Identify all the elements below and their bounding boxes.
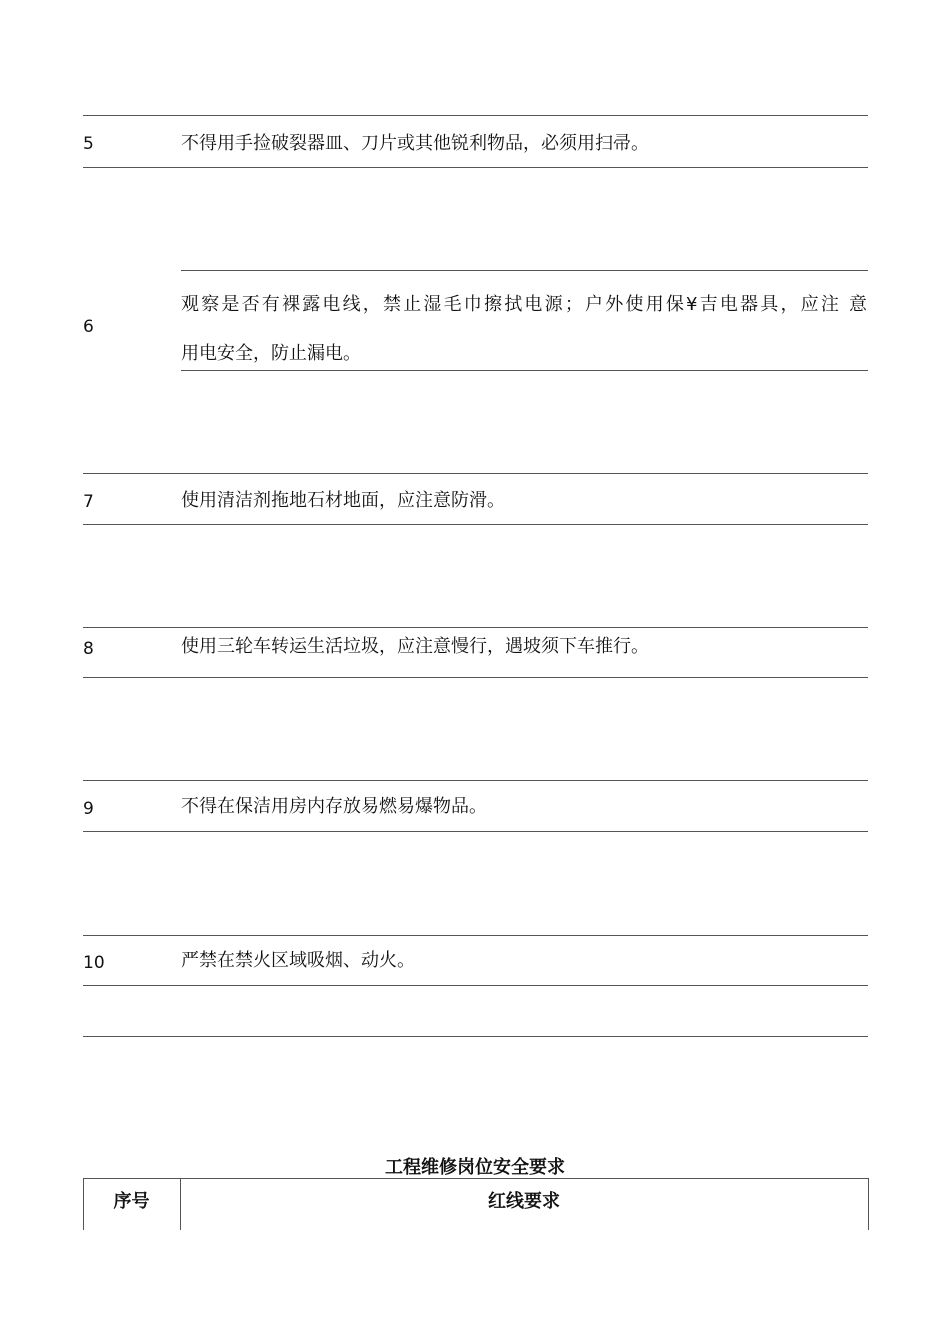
table-right-border	[868, 1178, 869, 1230]
row-divider	[83, 780, 868, 781]
row-divider	[83, 167, 868, 168]
row-divider	[83, 473, 868, 474]
rule-number: 9	[83, 799, 94, 819]
rule-number: 7	[83, 492, 94, 512]
row-divider	[83, 115, 868, 116]
rule-text: 不得用手捡破裂器皿、刀片或其他锐利物品，必须用扫帚。	[181, 133, 649, 154]
column-header-number: 序号	[113, 1191, 150, 1212]
row-divider	[181, 370, 868, 371]
section-title: 工程维修岗位安全要求	[385, 1157, 565, 1178]
rule-number: 5	[83, 134, 94, 154]
row-divider	[83, 677, 868, 678]
row-divider	[83, 627, 868, 628]
table-top-border	[83, 1178, 868, 1179]
rule-number: 10	[83, 953, 105, 973]
rule-text: 使用三轮车转运生活垃圾，应注意慢行，遇坡须下车推行。	[181, 636, 649, 657]
rule-text: 使用清洁剂拖地石材地面，应注意防滑。	[181, 490, 505, 511]
row-divider	[181, 270, 868, 271]
rule-text-line: 用电安全，防止漏电。	[181, 343, 361, 364]
rule-text-line: 观察是否有裸露电线，禁止湿毛巾擦拭电源；户外使用保¥吉电器具，应注 意	[181, 294, 867, 315]
rule-text: 严禁在禁火区域吸烟、动火。	[181, 950, 415, 971]
column-header-requirement: 红线要求	[488, 1191, 560, 1212]
row-divider	[83, 985, 868, 986]
row-divider	[83, 1036, 868, 1037]
rule-number: 6	[83, 317, 94, 337]
rule-number: 8	[83, 639, 94, 659]
row-divider	[83, 524, 868, 525]
rule-text: 不得在保洁用房内存放易燃易爆物品。	[181, 796, 487, 817]
row-divider	[83, 935, 868, 936]
rule-text-multiline	[181, 280, 867, 378]
row-divider	[83, 831, 868, 832]
